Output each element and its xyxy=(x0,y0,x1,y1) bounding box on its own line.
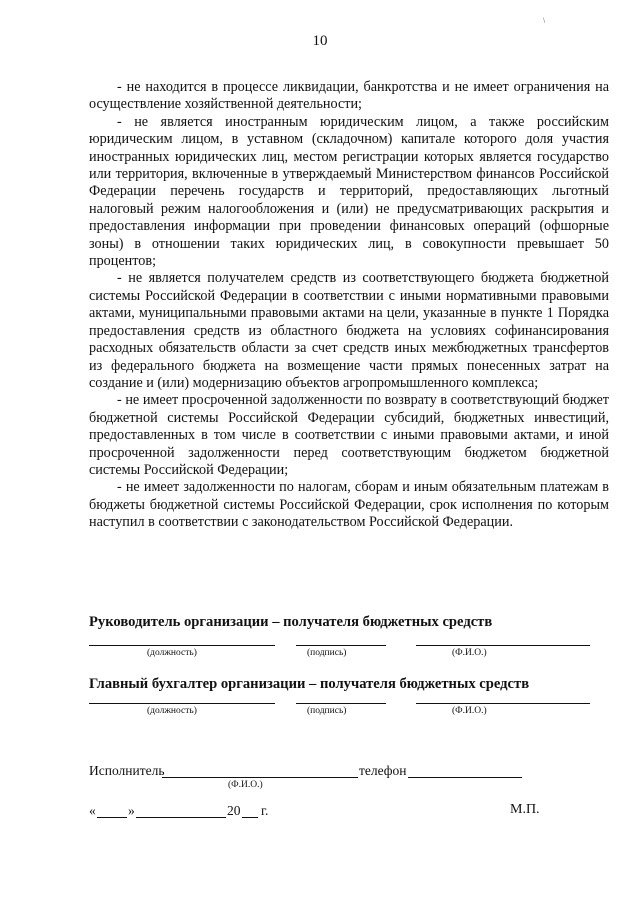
caption-position: (должность) xyxy=(147,648,197,658)
paragraph: - не находится в процессе ликвидации, банкротства и не имеет ограничения на осуществление хозяйственной деятельности; xyxy=(89,79,609,113)
date-year-prefix: 20 xyxy=(227,803,241,818)
signature-line[interactable] xyxy=(296,645,386,646)
caption-signature: (подпись) xyxy=(307,706,347,716)
signature-heading-accountant: Главный бухгалтер организации – получателя бюджетных средств xyxy=(89,676,530,692)
phone-label: телефон xyxy=(359,763,407,778)
page-number: 10 xyxy=(312,33,328,49)
executor-name-line[interactable] xyxy=(162,777,358,778)
date-year-line[interactable] xyxy=(242,817,258,818)
signature-line[interactable] xyxy=(296,703,386,704)
caption-name: (Ф.И.О.) xyxy=(452,648,487,658)
date-day-line[interactable] xyxy=(97,817,127,818)
executor-label: Исполнитель xyxy=(89,763,165,778)
caption-position: (должность) xyxy=(147,706,197,716)
date-month-line[interactable] xyxy=(136,817,226,818)
paragraph: - не имеет задолженности по налогам, сборам и иным обязательным платежам в бюджеты бюджетной системы Российской Федерации, срок исполнения по которым наступил в соответствии с законодательством Российской Федерации. xyxy=(89,479,609,531)
corner-mark: \ xyxy=(543,16,546,25)
paragraph: - не является получателем средств из соответствующего бюджета бюджетной системы Российской Федерации в соответствии с иными нормативными правовыми актами, муниципальными правовыми актами на цели, указанные в пункте 1 Порядка предоставления средств из областного бюджета на условиях софинансирования расходных обязательств области за счет средств иных межбюджетных трансфертов из федерального бюджета на возмещение части прямых понесенных затрат на создание и (или) модернизацию объектов агропромышленного комплекса; xyxy=(89,270,609,391)
date-open-quote: « xyxy=(89,803,96,818)
caption-executor-name: (Ф.И.О.) xyxy=(228,780,263,790)
paragraph: - не является иностранным юридическим лицом, а также российским юридическим лицом, в уставном (складочном) капитале которого доля участия иностранных юридических лиц, местом регистрации которых является государство или территория, включенные в утверждаемый Министерством финансов Российской Федерации перечень государств и территорий, предоставляющих льготный налоговый режим налогообложения и (или) не предусматривающих раскрытия и предоставления информации при проведении финансовых операций (офшорные зоны) в отношении таких юридических лиц, в совокупности превышает 50 процентов; xyxy=(89,113,609,270)
date-year-suffix: г. xyxy=(261,803,269,818)
body-text xyxy=(89,79,609,532)
caption-signature: (подпись) xyxy=(307,648,347,658)
paragraph: - не имеет просроченной задолженности по возврату в соответствующий бюджет бюджетной системы Российской Федерации субсидий, бюджетных инвестиций, предоставленных в том числе в соответствии с иными правовыми актами, и иной просроченной задолженности перед соответствующим бюджетом бюджетной системы Российской Федерации; xyxy=(89,392,609,478)
caption-name: (Ф.И.О.) xyxy=(452,706,487,716)
signature-heading-director: Руководитель организации – получателя бюджетных средств xyxy=(89,614,493,630)
phone-line[interactable] xyxy=(408,777,522,778)
name-line[interactable] xyxy=(416,703,590,704)
position-line[interactable] xyxy=(89,703,275,704)
date-close-quote: » xyxy=(128,803,135,818)
stamp-place: М.П. xyxy=(510,802,540,817)
name-line[interactable] xyxy=(416,645,590,646)
position-line[interactable] xyxy=(89,645,275,646)
